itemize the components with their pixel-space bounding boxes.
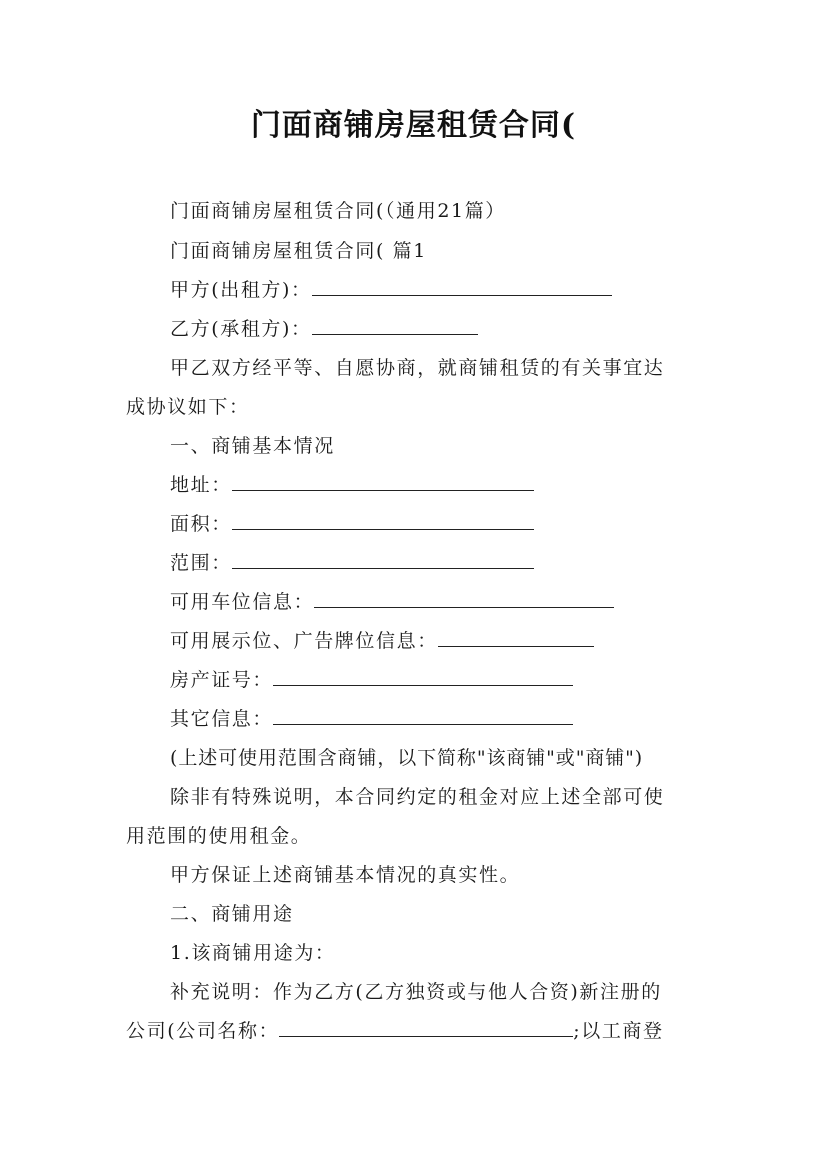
paragraph-line: 用范围的使用租金。 [126,825,312,847]
display-label: 可用展示位、广告牌位信息： [170,630,438,652]
company-name-blank [279,1018,573,1037]
company-name-line [126,1018,664,1044]
party-a-blank [312,277,612,296]
paragraph-line: 补充说明：作为乙方(乙方独资或与他人合资)新注册的 [170,981,662,1003]
other-info-line [170,706,573,732]
property-cert-blank [273,667,573,686]
paragraph-line: (上述可使用范围含商铺，以下简称"该商铺"或"商铺") [170,747,644,769]
area-blank [232,511,534,530]
address-line [170,472,534,498]
section-heading: 一、商铺基本情况 [170,435,335,457]
area-line [170,511,534,537]
paragraph-line: 除非有特殊说明，本合同约定的租金对应上述全部可使 [170,786,665,808]
scope-line [170,550,534,576]
subtitle-line: 门面商铺房屋租赁合同(（通用21篇） [170,200,506,222]
display-line [170,628,594,654]
company-name-label: 公司(公司名称： [126,1020,280,1042]
party-b-line [170,316,478,342]
property-cert-line [170,667,573,693]
address-blank [232,472,534,491]
party-a-line [170,277,612,303]
scope-label: 范围： [170,552,232,574]
other-info-label: 其它信息： [170,708,274,730]
scope-blank [232,550,534,569]
paragraph-line: 甲方保证上述商铺基本情况的真实性。 [170,864,521,886]
document-title: 门面商铺房屋租赁合同( [250,108,577,143]
parking-blank [314,589,614,608]
paragraph-line: 甲乙双方经平等、自愿协商，就商铺租赁的有关事宜达 [170,357,665,379]
company-name-suffix: ;以工商登 [573,1020,664,1042]
party-b-label: 乙方(承租方)： [170,318,312,340]
parking-label: 可用车位信息： [170,591,315,613]
area-label: 面积： [170,513,232,535]
party-a-label: 甲方(出租方)： [170,279,312,301]
property-cert-label: 房产证号： [170,669,274,691]
paragraph-line: 成协议如下： [126,396,250,418]
party-b-blank [312,316,478,335]
address-label: 地址： [170,474,232,496]
section-heading: 门面商铺房屋租赁合同( 篇1 [170,240,427,262]
parking-line [170,589,614,615]
section-heading: 二、商铺用途 [170,903,294,925]
other-info-blank [273,706,573,725]
display-blank [438,628,594,647]
paragraph-line: 1.该商铺用途为： [170,942,336,964]
